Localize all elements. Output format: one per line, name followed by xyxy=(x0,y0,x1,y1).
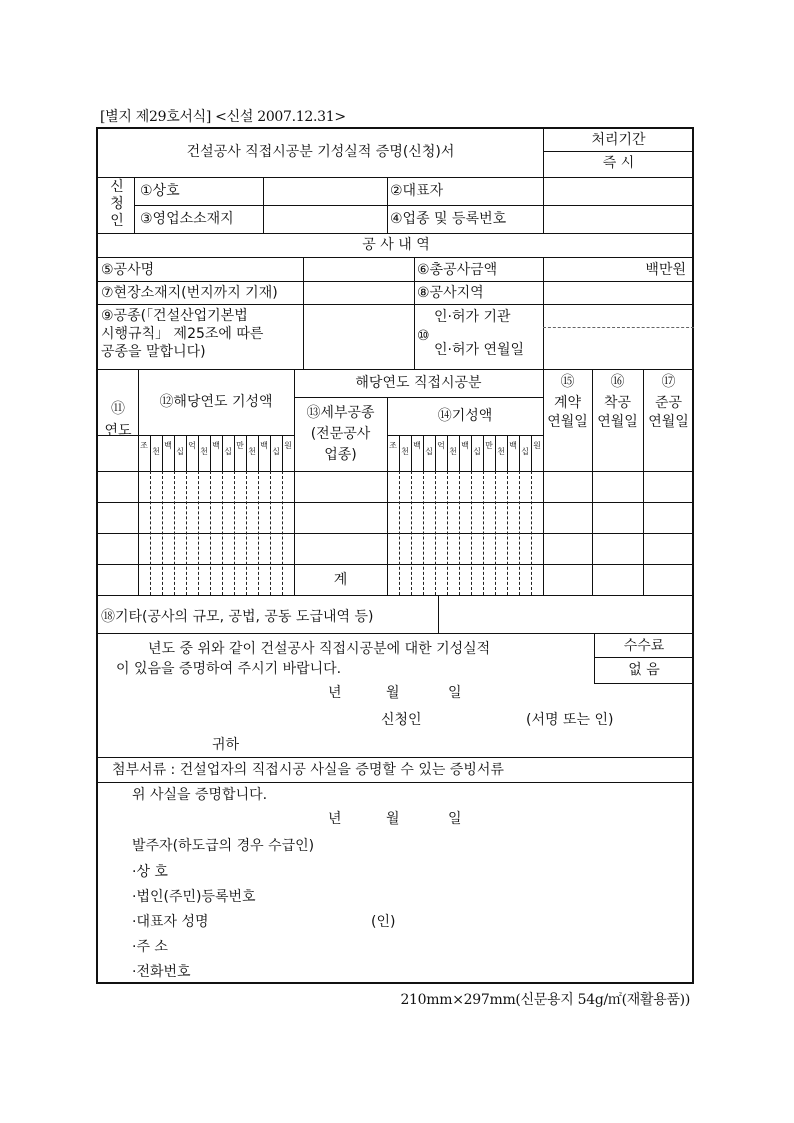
project-name-label: ⑤공사명 xyxy=(101,262,155,278)
direct-digit-unit-8: 만 xyxy=(485,441,493,450)
client-registration-number: ·법인(주민)등록번호 xyxy=(132,889,256,905)
client-phone: ·전화번호 xyxy=(132,964,191,980)
client-address: ·주 소 xyxy=(132,939,168,955)
annual-digit-unit-0: 조 xyxy=(140,441,148,450)
form-title: 건설공사 직접시공분 기성실적 증명(신청)서 xyxy=(186,144,455,160)
office-location-label: ③영업소소재지 xyxy=(140,211,234,227)
annual-digit-unit-6: 백 xyxy=(212,441,220,450)
direct-digit-unit-3: 십 xyxy=(425,447,433,456)
business-registration-label: ④업종 및 등록번호 xyxy=(390,211,507,227)
fee-label: 수수료 xyxy=(623,638,665,654)
trade-name-label: ①상호 xyxy=(140,183,180,199)
attachment-note: 첨부서류 : 건설업자의 직접시공 사실을 증명할 수 있는 증빙서류 xyxy=(112,762,504,778)
representative-label: ②대표자 xyxy=(390,183,444,199)
client-representative-name: ·대표자 성명 xyxy=(132,914,209,930)
sign-note: (서명 또는 인) xyxy=(526,712,614,728)
completion-date-label: 연월일 xyxy=(648,414,689,430)
annual-digit-unit-11: 십 xyxy=(272,447,280,456)
request-date-year: 년 xyxy=(328,685,342,701)
work-type-label-2: 시행규칙」 제25조에 따른 xyxy=(101,326,264,342)
year-number: ⑪ xyxy=(111,401,125,417)
client-title: 발주자(하도급의 경우 수급인) xyxy=(132,838,315,854)
request-text-2: 이 있음을 증명하여 주시기 바랍니다. xyxy=(116,661,342,677)
paper-spec-footer: 210mm×297mm(신문용지 54g/㎡(재활용품)) xyxy=(400,992,690,1008)
amount-unit: 백만원 xyxy=(645,262,686,278)
start-date-label: 연월일 xyxy=(597,414,638,430)
direct-digit-unit-12: 원 xyxy=(533,441,541,450)
form-label: [별지 제29호서식] <신설 2007.12.31> xyxy=(100,109,346,125)
completion-number: ⑰ xyxy=(661,374,676,390)
annual-digit-unit-10: 백 xyxy=(260,441,268,450)
total-amount-label: ⑥총공사금액 xyxy=(417,262,498,278)
direct-construction-heading: 해당연도 직접시공분 xyxy=(355,375,482,391)
direct-digit-unit-11: 십 xyxy=(521,447,529,456)
year-label: 연도 xyxy=(104,423,132,439)
direct-digit-unit-4: 억 xyxy=(437,441,445,450)
applicant-sign-label: 신청인 xyxy=(381,712,422,728)
applicant-label: 신청인 xyxy=(110,179,124,229)
request-date-day: 일 xyxy=(448,685,462,701)
processing-period-label: 처리기간 xyxy=(591,132,646,148)
permit-number: ⑩ xyxy=(417,328,430,344)
annual-digit-unit-4: 억 xyxy=(188,441,196,450)
permit-agency-label: 인·허가 기관 xyxy=(434,309,511,325)
direct-digit-unit-10: 백 xyxy=(509,441,517,450)
annual-digit-unit-8: 만 xyxy=(236,441,244,450)
site-location-label: ⑦현장소재지(번지까지 기재) xyxy=(101,285,278,301)
fee-value: 없 음 xyxy=(628,662,660,678)
contract-label: 계약 xyxy=(553,395,582,411)
direct-digit-unit-2: 백 xyxy=(413,441,421,450)
contract-number: ⑮ xyxy=(560,374,575,390)
annual-digit-unit-1: 천 xyxy=(152,447,160,456)
annual-digit-unit-2: 백 xyxy=(164,441,172,450)
client-seal: (인) xyxy=(371,914,396,930)
start-label: 착공 xyxy=(603,395,632,411)
work-type-label-1: ⑨공종(「건설산업기본법 xyxy=(101,308,248,324)
direct-digit-unit-6: 백 xyxy=(461,441,469,450)
certify-date-year: 년 xyxy=(328,811,342,827)
certify-date-day: 일 xyxy=(448,811,462,827)
permit-date-label: 인·허가 연월일 xyxy=(434,342,525,358)
client-trade-name: ·상 호 xyxy=(132,864,168,880)
certify-text: 위 사실을 증명합니다. xyxy=(132,787,268,803)
direct-digit-unit-9: 천 xyxy=(497,447,505,456)
direct-amount-label: ⑭기성액 xyxy=(437,408,493,424)
sub-work-type-label-3: 업종) xyxy=(324,447,357,463)
addressee: 귀하 xyxy=(212,737,240,753)
request-text-1: 년도 중 위와 같이 건설공사 직접시공분에 대한 기성실적 xyxy=(148,641,491,657)
annual-performance-label: ⑫해당연도 기성액 xyxy=(159,394,273,410)
region-label: ⑧공사지역 xyxy=(417,285,484,301)
certify-date-month: 월 xyxy=(386,811,400,827)
etc-label: ⑱기타(공사의 규모, 공법, 공동 도급내역 등) xyxy=(101,609,374,625)
annual-digit-unit-12: 원 xyxy=(284,441,292,450)
start-number: ⑯ xyxy=(610,374,625,390)
direct-digit-unit-1: 천 xyxy=(401,447,409,456)
work-type-label-3: 공종을 말합니다) xyxy=(101,344,206,360)
sub-work-type-label-1: ⑬세부공종 xyxy=(306,405,375,421)
direct-digit-unit-5: 천 xyxy=(449,447,457,456)
completion-label: 준공 xyxy=(654,395,683,411)
work-details-heading: 공 사 내 역 xyxy=(362,237,430,253)
total-label: 계 xyxy=(333,572,348,588)
processing-period-value: 즉 시 xyxy=(602,155,635,171)
direct-digit-unit-7: 십 xyxy=(473,447,481,456)
annual-digit-unit-9: 천 xyxy=(248,447,256,456)
sub-work-type-label-2: (전문공사 xyxy=(310,426,371,442)
annual-digit-unit-5: 천 xyxy=(200,447,208,456)
contract-date-label: 연월일 xyxy=(547,414,588,430)
direct-digit-unit-0: 조 xyxy=(389,441,397,450)
annual-digit-unit-7: 십 xyxy=(224,447,232,456)
request-date-month: 월 xyxy=(386,685,400,701)
form-frame xyxy=(96,127,694,984)
annual-digit-unit-3: 십 xyxy=(176,447,184,456)
